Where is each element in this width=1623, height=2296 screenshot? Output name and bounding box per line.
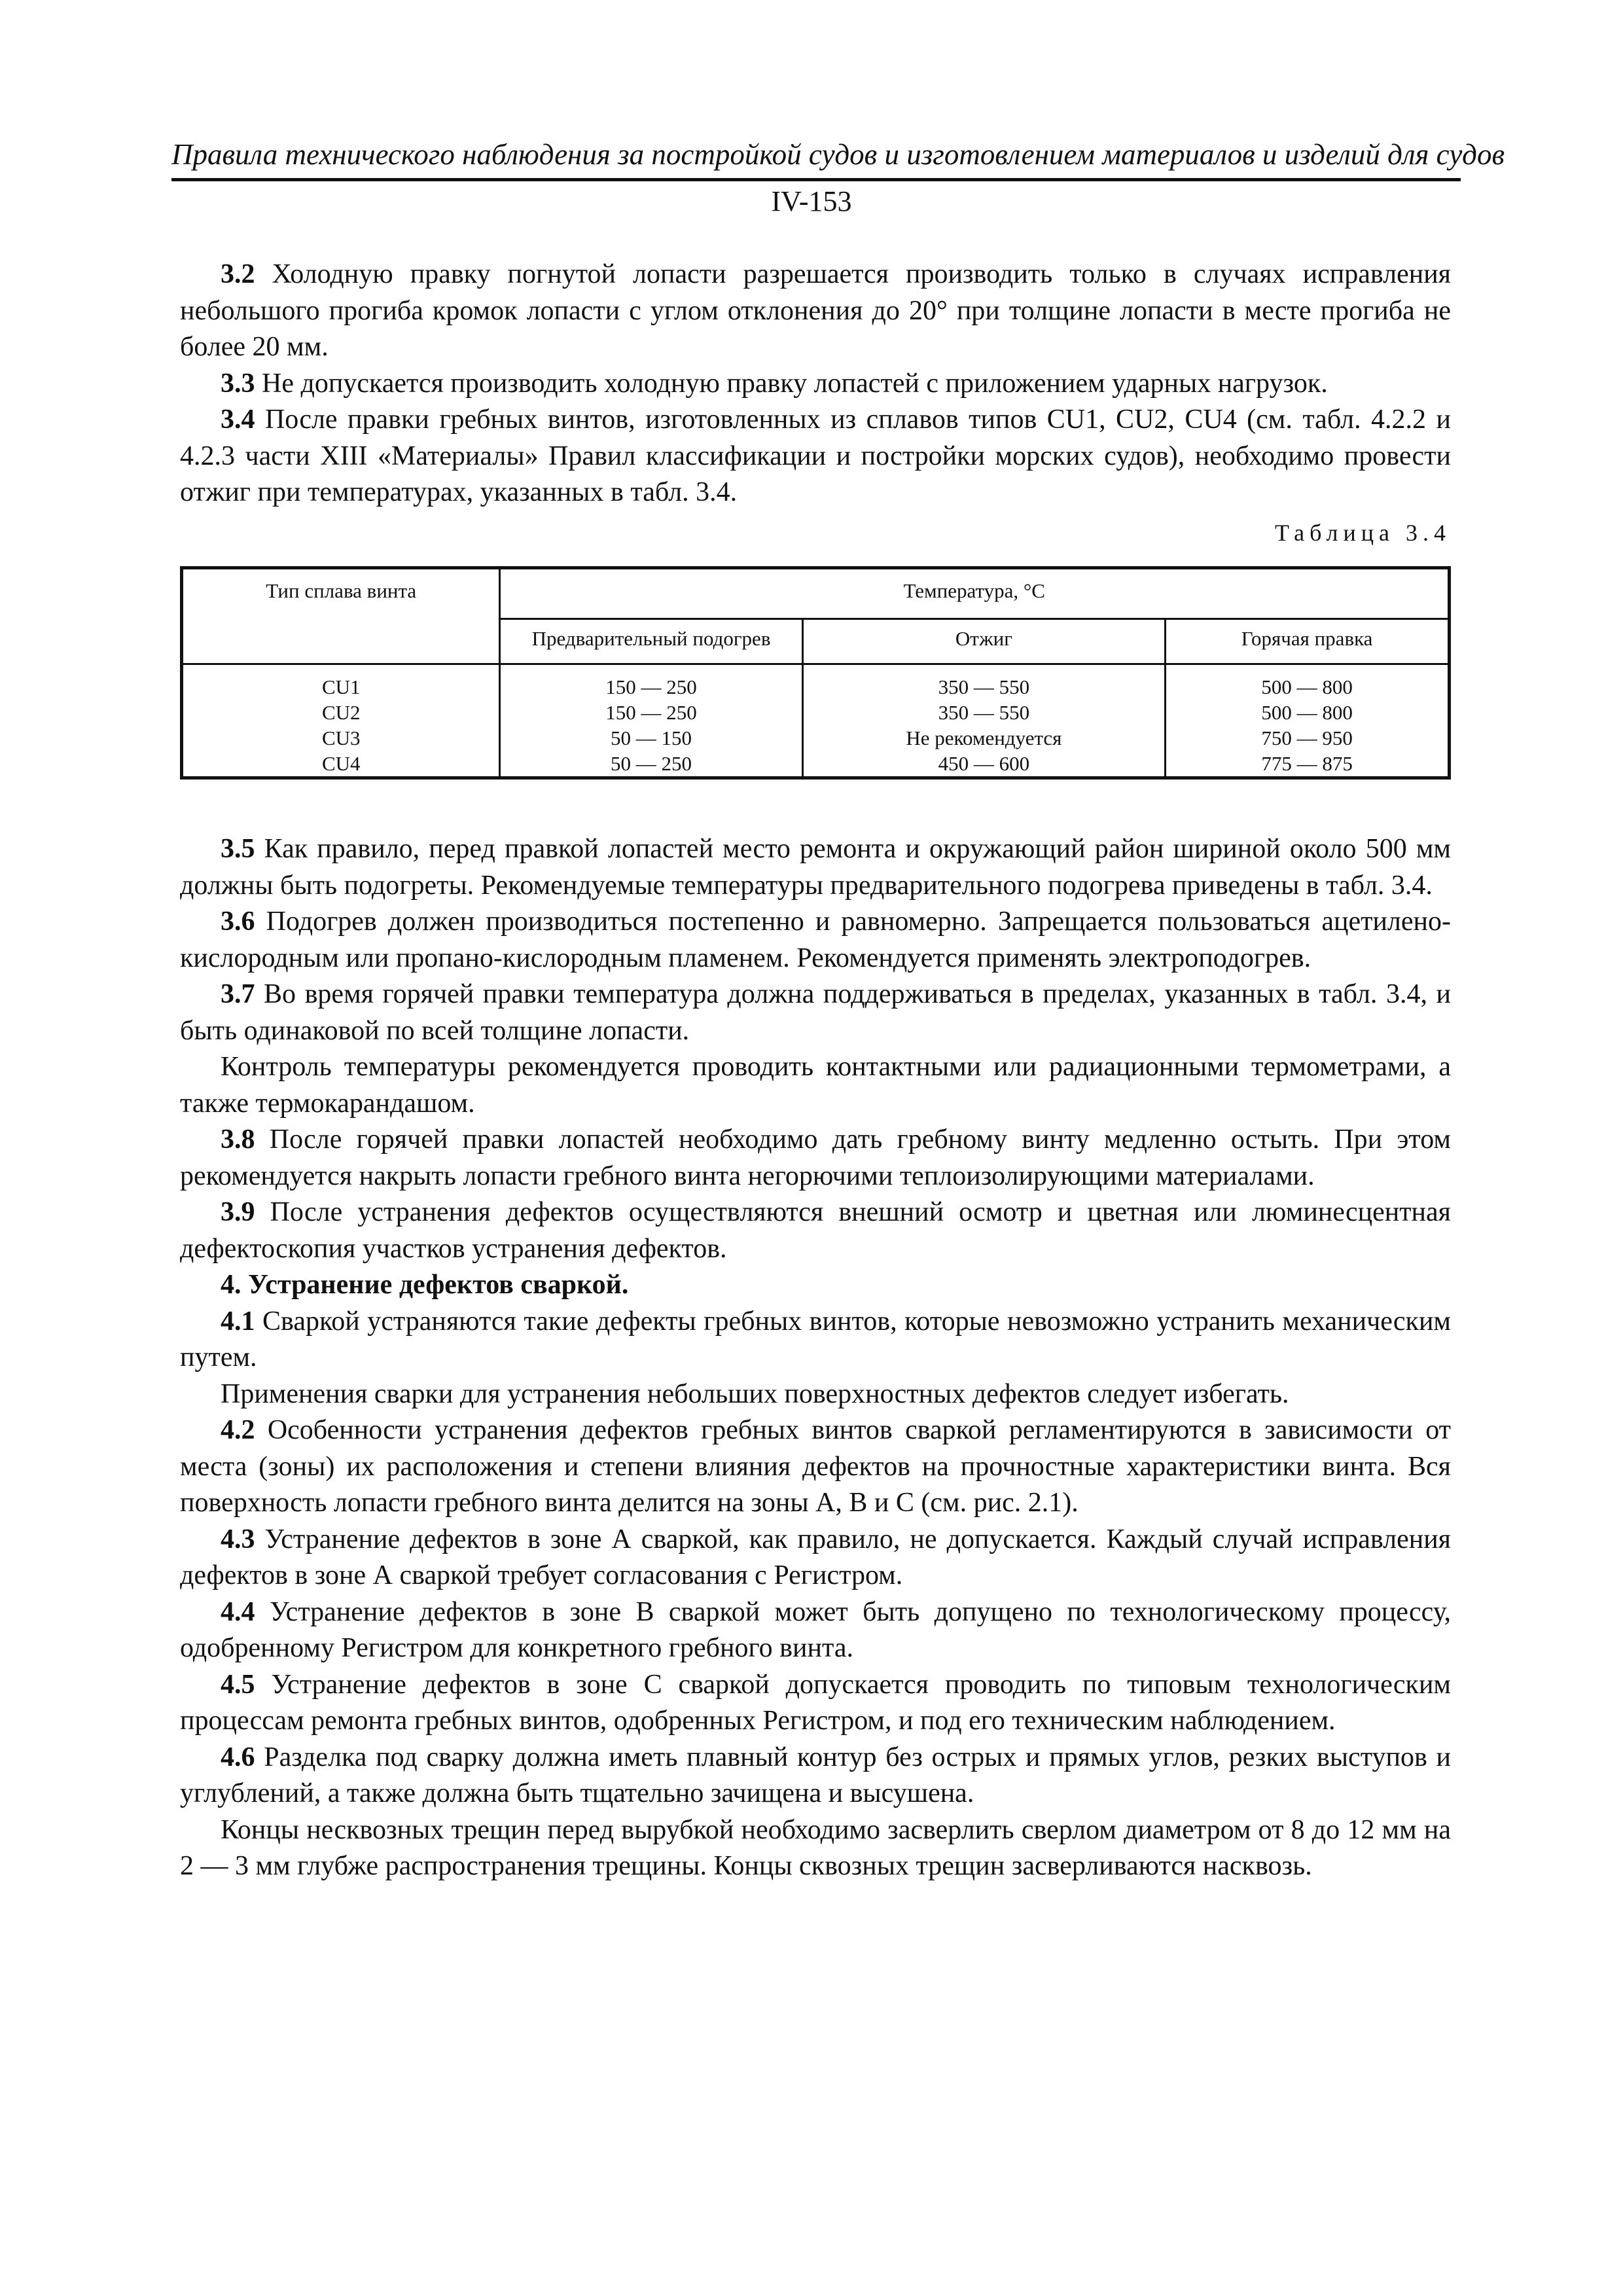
paragraph-text: Концы несквозных трещин перед вырубкой необходимо засверлить сверлом диаметром от 8 до 12 мм на 2 — 3 мм глубже распространения трещины. Концы сквозных трещин засверливаются насквозь.: [180, 1814, 1451, 1881]
table-cell: CU1: [321, 675, 361, 698]
table-cell: 750 — 950: [1261, 726, 1353, 749]
paragraph-number: 3.2: [221, 259, 255, 289]
table-cell: 50 — 250: [611, 752, 692, 775]
paragraph-4-1-cont: [180, 1376, 1451, 1413]
paragraph-text: Не допускается производить холодную правку лопастей с приложением ударных нагрузок.: [255, 368, 1328, 399]
paragraph-3-3: [180, 366, 1451, 403]
paragraph-text: Холодную правку погнутой лопасти разрешается производить только в случаях исправления небольшого прогиба кромок лопасти с углом отклонения до 20° при толщине лопасти в месте прогиба не более 20 мм.: [180, 259, 1451, 362]
paragraph-text: После устранения дефектов осуществляются внешний осмотр и цветная или люминесцентная дефектоскопия участков устранения дефектов.: [180, 1197, 1451, 1264]
table-cell: 150 — 250: [605, 701, 697, 724]
table-cell: 500 — 800: [1261, 701, 1353, 724]
main-text: [180, 831, 1451, 1885]
table-cell: 775 — 875: [1261, 752, 1353, 775]
paragraph-number: 3.5: [221, 834, 255, 864]
running-header-title: Правила технического наблюдения за постройкой судов и изготовлением материалов и изделий для судов: [171, 138, 1505, 171]
paragraph-text: Устранение дефектов в зоне А сваркой, как правило, не допускается. Каждый случай исправления дефектов в зоне А сваркой требует согласования с Регистром.: [180, 1524, 1451, 1590]
paragraph-number: 3.9: [221, 1197, 255, 1227]
column-annealing: [802, 664, 1166, 778]
paragraph-text: Сваркой устраняются такие дефекты гребных винтов, которые невозможно устранить механическим путем.: [180, 1306, 1451, 1372]
paragraph-text: Контроль температуры рекомендуется проводить контактными или радиационными термометрами, а также термокарандашом.: [180, 1052, 1451, 1119]
paragraph-number: 4.3: [221, 1524, 255, 1554]
paragraph-4-5: [180, 1667, 1451, 1740]
column-hot-straightening: [1166, 664, 1450, 778]
table-cell: 350 — 550: [938, 701, 1030, 724]
paragraph-3-7: [180, 977, 1451, 1049]
paragraph-number: 4.1: [221, 1306, 255, 1336]
table-3-4: [180, 566, 1451, 780]
paragraph-4-2: [180, 1412, 1451, 1522]
header-rule: [171, 178, 1461, 181]
table-cell: 50 — 150: [611, 726, 692, 749]
column-alloy: [182, 664, 500, 778]
subheader-preheat: Предварительный подогрев: [500, 619, 802, 664]
paragraph-number: 4.2: [221, 1415, 255, 1445]
paragraph-number: 3.7: [221, 979, 255, 1009]
paragraph-3-9: [180, 1194, 1451, 1267]
table-cell: CU4: [321, 752, 361, 775]
paragraph-number: 4.4: [221, 1596, 255, 1627]
paragraph-3-5: [180, 831, 1451, 904]
paragraph-text: Подогрев должен производиться постепенно и равномерно. Запрещается пользоваться ацетилено-кислородным или пропано-кислородным пламенем. Рекомендуется применять электроподогрев.: [180, 906, 1451, 973]
paragraph-text: Устранение дефектов в зоне В сваркой может быть допущено по технологическому процессу, одобренному Регистром для конкретного гребного винта.: [180, 1596, 1451, 1663]
header-alloy-type: Тип сплава винта: [182, 568, 500, 664]
subheader-hot-straightening: Горячая правка: [1166, 619, 1450, 664]
paragraph-3-4: [180, 402, 1451, 511]
section-heading: 4. Устранение дефектов сваркой.: [221, 1270, 629, 1300]
subheader-annealing: Отжиг: [802, 619, 1166, 664]
table-cell: 500 — 800: [1261, 675, 1353, 698]
paragraph-number: 3.8: [221, 1124, 255, 1155]
table-cell: CU3: [321, 726, 361, 749]
header-temperature: Температура, °С: [500, 568, 1450, 619]
section-3-top: [180, 257, 1451, 511]
section-4-heading: [180, 1267, 1451, 1304]
table-caption: Таблица 3.4: [1275, 520, 1451, 546]
paragraph-4-3: [180, 1522, 1451, 1594]
paragraph-4-1: [180, 1304, 1451, 1376]
page-number: IV-153: [771, 185, 852, 217]
table-cell: Не рекомендуется: [906, 726, 1062, 749]
paragraph-text: Применения сварки для устранения небольших поверхностных дефектов следует избегать.: [221, 1378, 1289, 1409]
paragraph-text: Особенности устранения дефектов гребных винтов сваркой регламентируются в зависимости от места (зоны) их расположения и степени влияния дефектов на прочностные характеристики винта. Вся поверхность лопасти гребного винта делится на зоны А, В и С (см. рис. 2.1).: [180, 1415, 1451, 1518]
paragraph-text: После правки гребных винтов, изготовленных из сплавов типов CU1, CU2, CU4 (см. табл. 4.2.2 и 4.2.3 части XIII «Материалы» Правил классификации и постройки морских судов), необходимо провести отжиг при температурах, указанных в табл. 3.4.: [180, 404, 1451, 507]
table-cell: CU2: [321, 701, 361, 724]
paragraph-3-2: [180, 257, 1451, 366]
paragraph-text: Устранение дефектов в зоне С сваркой допускается проводить по типовым технологическим процессам ремонта гребных винтов, одобренных Регистром, и под его техническим наблюдением.: [180, 1669, 1451, 1736]
paragraph-3-8: [180, 1122, 1451, 1194]
paragraph-number: 3.6: [221, 906, 255, 937]
paragraph-number: 3.3: [221, 368, 255, 399]
table-header-row: [182, 568, 1450, 619]
table-cell: 350 — 550: [938, 675, 1030, 698]
paragraph-number: 4.5: [221, 1669, 255, 1700]
table-body-row: [182, 664, 1450, 778]
table-cell: 450 — 600: [938, 752, 1030, 775]
paragraph-4-6-cont: [180, 1812, 1451, 1885]
column-preheat: [500, 664, 802, 778]
table-cell: 150 — 250: [605, 675, 697, 698]
paragraph-text: Во время горячей правки температура должна поддерживаться в пределах, указанных в табл. 3.4, и быть одинаковой по всей толщине лопасти.: [180, 979, 1451, 1046]
paragraph-text: Разделка под сварку должна иметь плавный контур без острых и прямых углов, резких выступов и углублений, а также должна быть тщательно зачищена и высушена.: [180, 1742, 1451, 1808]
paragraph-3-7-cont: [180, 1049, 1451, 1122]
paragraph-4-6: [180, 1740, 1451, 1812]
paragraph-number: 4.6: [221, 1742, 255, 1772]
paragraph-3-6: [180, 904, 1451, 977]
paragraph-text: Как правило, перед правкой лопастей место ремонта и окружающий район шириной около 500 мм должны быть подогреты. Рекомендуемые температуры предварительного подогрева приведены в табл. 3.4.: [180, 834, 1451, 901]
paragraph-text: После горячей правки лопастей необходимо дать гребному винту медленно остыть. При этом рекомендуется накрыть лопасти гребного винта негорючими теплоизолирующими материалами.: [180, 1124, 1451, 1191]
paragraph-number: 3.4: [221, 404, 255, 435]
paragraph-4-4: [180, 1594, 1451, 1667]
